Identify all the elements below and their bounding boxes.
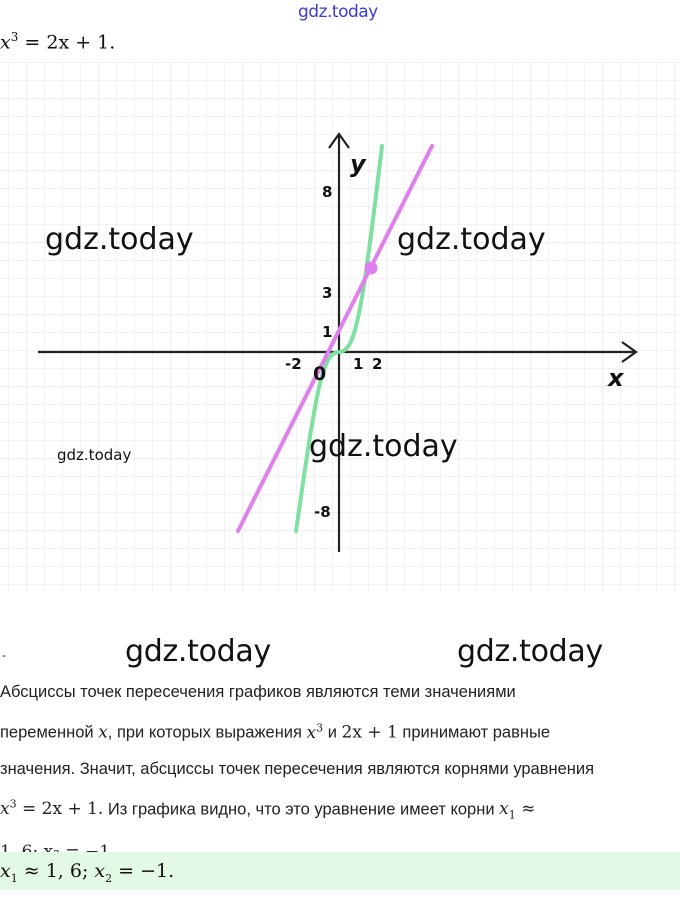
y-tick-3: 3 (322, 284, 333, 302)
equation-lhs-exp: 3 (10, 30, 19, 44)
site-link[interactable]: gdz.today (298, 2, 378, 22)
y-tick-1: 1 (322, 323, 333, 341)
explanation-text (0, 674, 680, 870)
y-tick-neg8: -8 (314, 503, 331, 521)
explanation-line-1: Абсциссы точек пересечения графиков являются теми значениями (0, 683, 516, 701)
origin-label: 0 (313, 363, 327, 385)
answer-x1: x (0, 860, 11, 882)
math-x-cubed: $x^3$ (306, 721, 324, 743)
text-span: Из графика видно, что это уравнение имеет корни (103, 800, 500, 819)
equation-lhs-base: x (0, 31, 11, 54)
explanation-line-2 (0, 710, 680, 751)
watermark-5: gdz.today (125, 634, 271, 669)
task-equation (0, 30, 115, 53)
y-axis-label: y (350, 150, 366, 178)
answer-x2: x (94, 860, 106, 882)
text-span: , при которых выражения (107, 723, 307, 742)
answer-box (0, 852, 680, 890)
math-x: x (98, 722, 108, 743)
watermark-1: gdz.today (45, 222, 194, 257)
text-span: и (323, 723, 342, 742)
answer-x2-sub: 2 (105, 871, 113, 885)
x-axis-label: x (608, 364, 624, 392)
watermark-4: gdz.today (309, 429, 458, 464)
answer-x1-value: ≈ 1, 6; (17, 860, 95, 882)
x-tick-neg2: -2 (285, 355, 302, 373)
x-tick-2: 2 (372, 355, 383, 373)
math-equation: $x^3 = 2x + 1$. (0, 797, 104, 820)
answer-x1-sub: 1 (10, 871, 18, 885)
equation-rhs: = 2x + 1. (18, 31, 116, 54)
text-span: принимают равные (397, 723, 550, 742)
explanation-line-3: значения. Значит, абсциссы точек пересечения являются корнями уравнения (0, 759, 595, 778)
function-graph (0, 62, 680, 592)
math-root-x1: $x_1$ ≈ (499, 799, 536, 822)
intersection-point (365, 262, 378, 275)
x-tick-1: 1 (353, 355, 364, 373)
text-span: переменной (0, 723, 99, 742)
separator-dash: - (2, 648, 6, 662)
math-2x-plus-1: 2x + 1 (341, 722, 398, 743)
watermark-6: gdz.today (457, 634, 603, 669)
watermark-3: gdz.today (57, 446, 132, 464)
y-tick-8: 8 (322, 183, 333, 201)
answer-x2-value: = −1. (112, 860, 175, 882)
watermark-2: gdz.today (397, 222, 546, 257)
explanation-line-4 (0, 787, 680, 834)
